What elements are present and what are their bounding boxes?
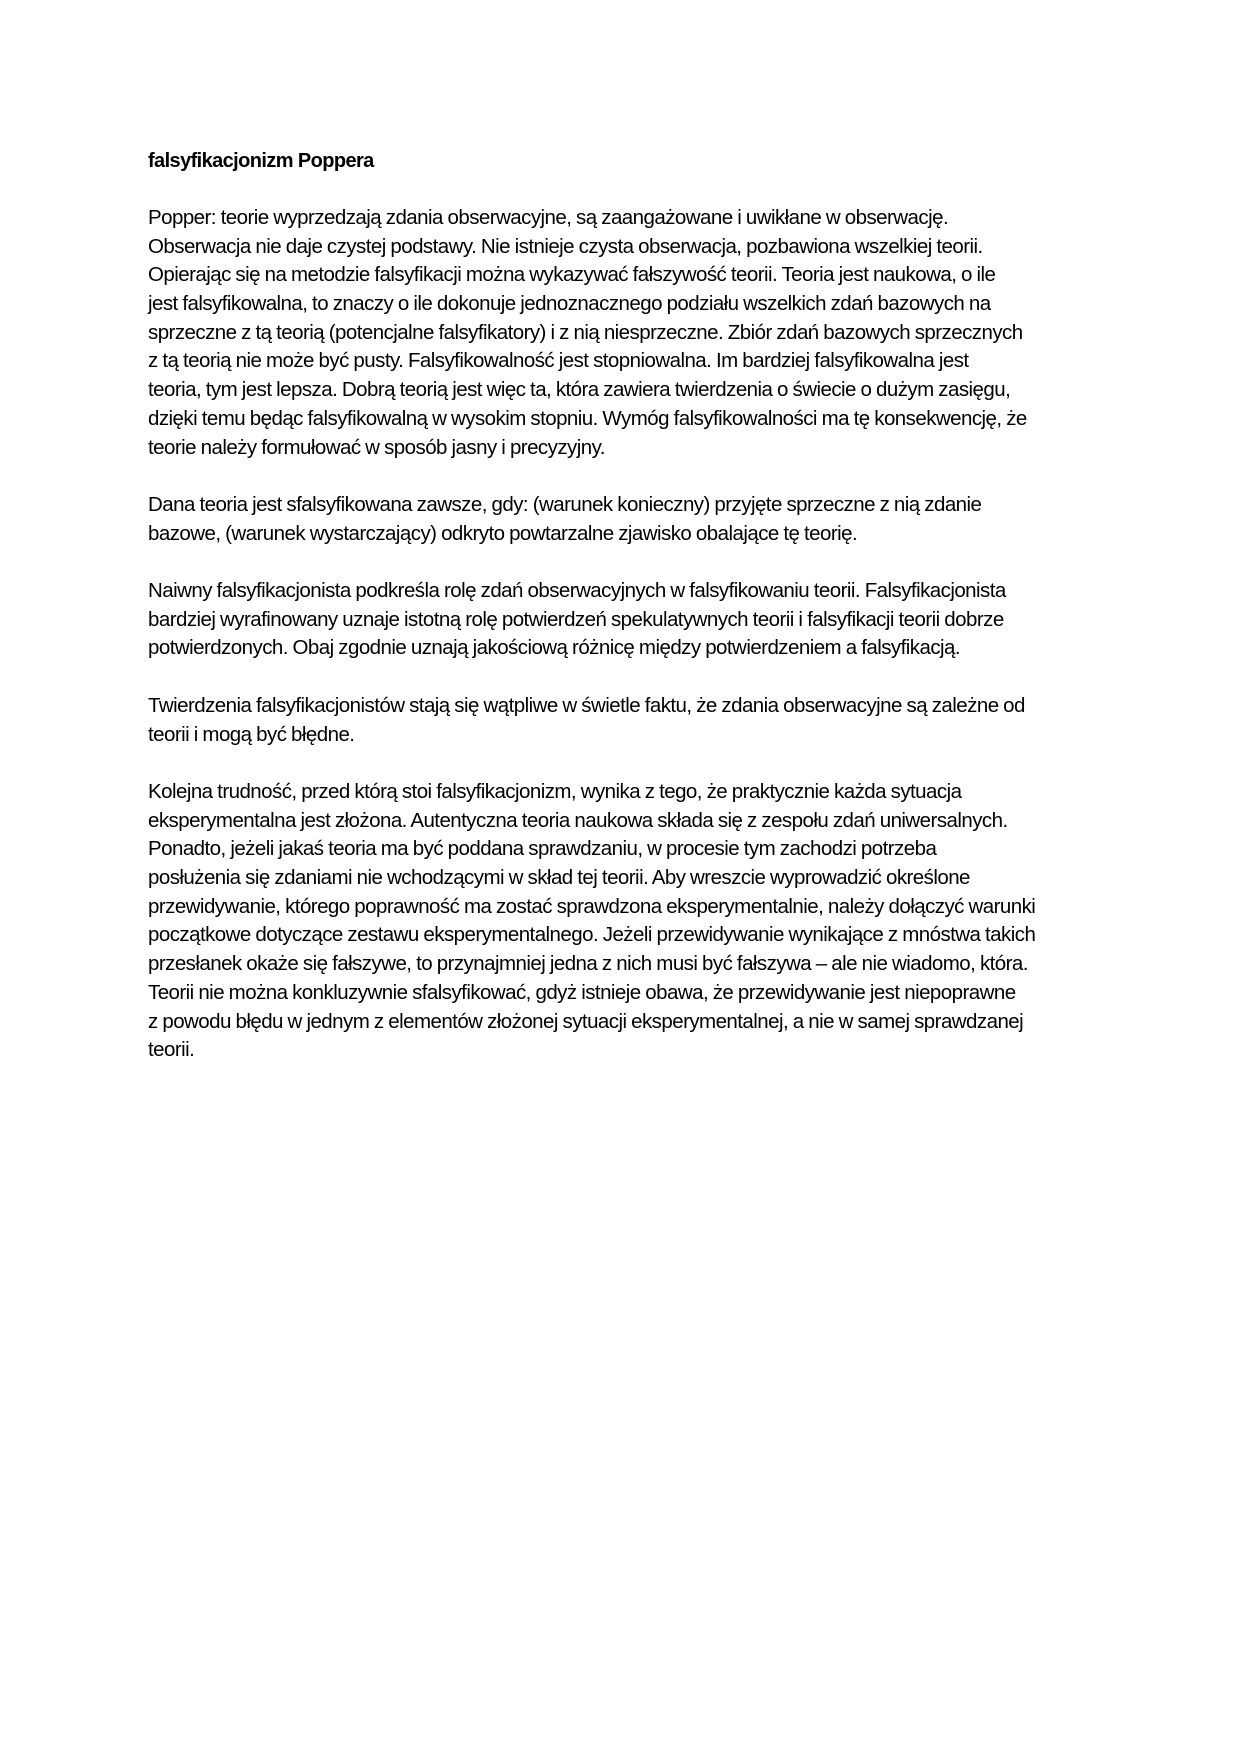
text-line: teorii i mogą być błędne.	[148, 722, 355, 746]
text-line: Obserwacja nie daje czystej podstawy. Nie istnieje czysta obserwacja, pozbawiona wszelkiej teorii.	[148, 234, 983, 258]
text-line: przewidywanie, którego poprawność ma zostać sprawdzona eksperymentalnie, należy dołączyć warunki	[148, 894, 1036, 918]
text-line: Ponadto, jeżeli jakaś teoria ma być poddana sprawdzaniu, w procesie tym zachodzi potrzeba	[148, 837, 937, 861]
text-line: teorie należy formułować w sposób jasny i precyzyjny.	[148, 435, 605, 459]
text-line: bardziej wyrafinowany uznaje istotną rolę potwierdzeń spekulatywnych teorii i falsyfikacji teorii dobrze	[148, 607, 1004, 631]
text-line: eksperymentalna jest złożona. Autentyczna teoria naukowa składa się z zespołu zdań uniwersalnych.	[148, 808, 1008, 832]
text-line: z powodu błędu w jednym z elementów złożonej sytuacji eksperymentalnej, a nie w samej sprawdzanej	[148, 1009, 1024, 1033]
text-line: Popper: teorie wyprzedzają zdania obserwacyjne, są zaangażowane i uwikłane w obserwację.	[148, 206, 949, 229]
text-line: dzięki temu będąc falsyfikowalną w wysokim stopniu. Wymóg falsyfikowalności ma tę konsekwencję, że	[148, 406, 1027, 430]
text-line: Naiwny falsyfikacjonista podkreśla rolę zdań obserwacyjnych w falsyfikowaniu teorii. Falsyfikacjonista	[148, 579, 1006, 602]
text-line: Kolejna trudność, przed którą stoi falsyfikacjonizm, wynika z tego, że praktycznie każda sytuacja	[148, 780, 962, 803]
text-line: Twierdzenia falsyfikacjonistów stają się wątpliwe w świetle faktu, że zdania obserwacyjne są zależne od	[148, 694, 1025, 717]
text-line: bazowe, (warunek wystarczający) odkryto powtarzalne zjawisko obalające tę teorię.	[148, 521, 858, 545]
text-line: początkowe dotyczące zestawu eksperymentalnego. Jeżeli przewidywanie wynikające z mnóstwa takich	[148, 923, 1036, 947]
paragraph-naive-falsificationist	[148, 577, 1006, 663]
text-line: teorii.	[148, 1038, 195, 1062]
text-line: przesłanek okaże się fałszywe, to przynajmniej jedna z nich musi być fałszywa – ale nie wiadomo, która.	[148, 952, 1028, 976]
text-line: sprzeczne z tą teorią (potencjalne falsyfikatory) i z nią niesprzeczne. Zbiór zdań bazowych sprzecznych	[148, 320, 1023, 344]
text-line: z tą teorią nie może być pusty. Falsyfikowalność jest stopniowalna. Im bardziej falsyfikowalna jest	[148, 349, 969, 373]
paragraph-falsification-conditions	[148, 491, 981, 548]
text-line: teoria, tym jest lepsza. Dobrą teorią jest więc ta, która zawiera twierdzenia o świecie o dużym zasięgu,	[148, 378, 1011, 402]
text-line: potwierdzonych. Obaj zgodnie uznają jakościową różnicę między potwierdzeniem a falsyfikacją.	[148, 636, 961, 660]
text-line: Dana teoria jest sfalsyfikowana zawsze, gdy: (warunek konieczny) przyjęte sprzeczne z nią zdanie	[148, 493, 982, 516]
paragraph-complex-situation	[148, 778, 1035, 1065]
document-title: falsyfikacjonizm Poppera	[148, 150, 374, 172]
text-line: Opierając się na metodzie falsyfikacji można wykazywać fałszywość teorii. Teoria jest naukowa, o ile	[148, 263, 996, 287]
paragraph-theory-dependence	[148, 692, 1025, 749]
text-line: posłużenia się zdaniami nie wchodzącymi w skład tej teorii. Aby wreszcie wyprowadzić określone	[148, 866, 970, 890]
text-line: jest falsyfikowalna, to znaczy o ile dokonuje jednoznacznego podziału wszelkich zdań bazowych na	[148, 292, 991, 316]
text-line: Teorii nie można konkluzywnie sfalsyfikować, gdyż istnieje obawa, że przewidywanie jest niepoprawne	[148, 980, 1016, 1004]
paragraph-popper-theories	[148, 204, 1027, 462]
